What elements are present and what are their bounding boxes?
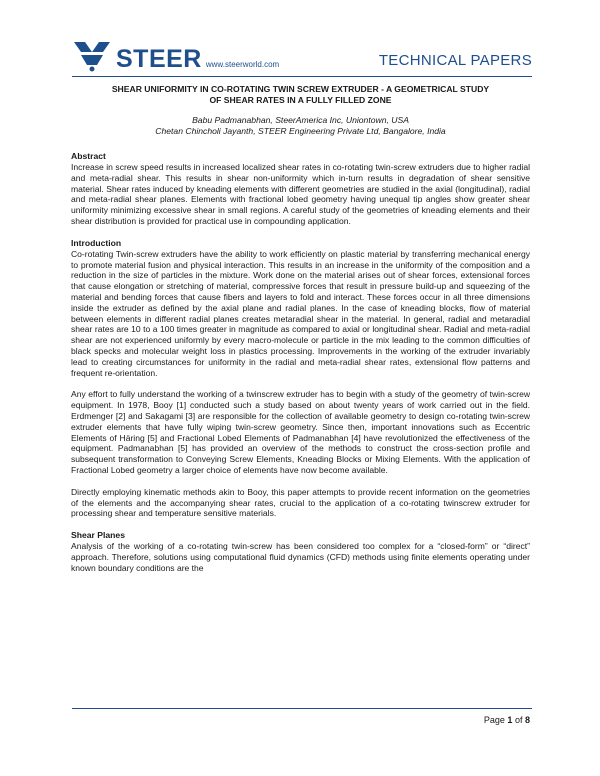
shear-planes-text: Analysis of the working of a co-rotating twin-screw has been considered too complex for a “closed-form” or “direct” approach. Therefore, solutions using computational fluid dynamics (CFD) methods using finite elements operating under known boundary conditions are the	[71, 541, 530, 573]
of-word: of	[514, 715, 523, 725]
page-total: 8	[524, 715, 530, 725]
shear-planes-heading: Shear Planes	[71, 530, 125, 541]
steer-logo[interactable]	[72, 36, 279, 72]
brand-url-link[interactable]: www.steerworld.com	[205, 60, 280, 69]
abstract-section	[71, 151, 530, 227]
page-header	[72, 36, 532, 74]
introduction-paragraph-1: Co-rotating Twin-screw extruders have the ability to work efficiently on plastic material by transferring mechanical energy to promote material fusion and physical interaction. This results in an increase in the uniformity of the composition and a reduction in the size of particles in the mixture. Work done on the material arises out of shear forces, extensional forces that cause elongation or stretching of material, compressive forces that result in pressure build-up and squeezing of the material and bending forces that cause fibers and layers to fold and interact. These forces occur in all three dimensions inside the extruder as defined by the axial plane and radial planes. In the case of kneading blocks, flow of material between elements in different radial planes creates metaradial shear in the material. In general, radial and metaradial shear rates are 10 to a 100 times greater in magnitude as compared to axial or longitudinal shear. Radial and meta-radial shear are not experienced uniformly by every macro-molecule or particle in the mix leading to the common difficulties of black specks and molecular weight loss in plastics processing. Improvements in the working of the extruder invariably lead to creating circumstances for uniformity in the radial and meta-radial shear rates, extensional flow patterns and frequent re-orientation.	[71, 248, 530, 378]
page-content	[71, 84, 530, 574]
introduction-heading: Introduction	[71, 237, 122, 248]
abstract-text: Increase in screw speed results in increased localized shear rates in co-rotating twin-screw extruders due to higher radial and meta-radial shear. This results in shear non-uniformity which in-turn results in degradation of shear sensitive material. Shear rates induced by kneading elements with different geometries are studied in the axial (longitudinal), radial and meta-radial shear planes. Elements with fractional lobed geometry having unequal tip angles show greater shear uniformity minimizing excessive shear in small regions. A careful study of the geometries of kneading elements and their shear distribution is provided for practical use in compounding application.	[71, 162, 530, 226]
introduction-section	[71, 238, 530, 519]
abstract-heading: Abstract	[71, 151, 106, 161]
page-number: 1	[507, 715, 513, 725]
steer-logo-icon	[72, 38, 112, 72]
paper-authors	[71, 115, 530, 137]
paper-title	[71, 84, 530, 106]
page-word: Page	[483, 715, 505, 725]
author-2: Chetan Chincholi Jayanth, STEER Engineering Private Ltd, Bangalore, India	[155, 126, 446, 136]
header-divider	[72, 76, 532, 77]
paper-title-line-2: OF SHEAR RATES IN A FULLY FILLED ZONE	[209, 95, 392, 105]
section-label: TECHNICAL PAPERS	[378, 52, 532, 69]
shear-planes-section	[71, 530, 530, 573]
introduction-paragraph-2: Any effort to fully understand the working of a twinscrew extruder has to begin with a study of the geometry of twin-screw equipment. In 1978, Booy [1] conducted such a study based on about twenty years of work carried out in the field. Erdmenger [2] and Sakagami [3] are responsible for the collection of available geometry to design co-rotating twin-screw extruder elements that have fully wiping twin-screw geometry. Since then, important innovations such as Eccentric Elements of Häring [5] and Fractional Lobed Elements of Padmanabhan [4] have revolutionized the effectiveness of the equipment. Padmanabhan [5] has provided an overview of the methods to construct the cross-section profile and subsequent transformation to Conveying Screw Elements, Kneading Blocks or Mixing Elements. With the application of Fractional Lobed geometry a larger choice of elements have now become available.	[71, 389, 530, 475]
paper-title-line-1: SHEAR UNIFORMITY IN CO-ROTATING TWIN SCREW EXTRUDER - A GEOMETRICAL STUDY	[111, 84, 490, 94]
author-1: Babu Padmanabhan, SteerAmerica Inc, Uniontown, USA	[192, 115, 409, 125]
footer-divider	[72, 708, 532, 709]
brand-name: STEER	[116, 45, 202, 73]
introduction-paragraph-3: Directly employing kinematic methods akin to Booy, this paper attempts to provide recent information on the geometries of the elements and the accompanying shear rates, crucial to the application of a co-rotating twinscrew extruder for processing shear and temperature sensitive materials.	[71, 486, 530, 519]
page-footer	[484, 715, 530, 725]
